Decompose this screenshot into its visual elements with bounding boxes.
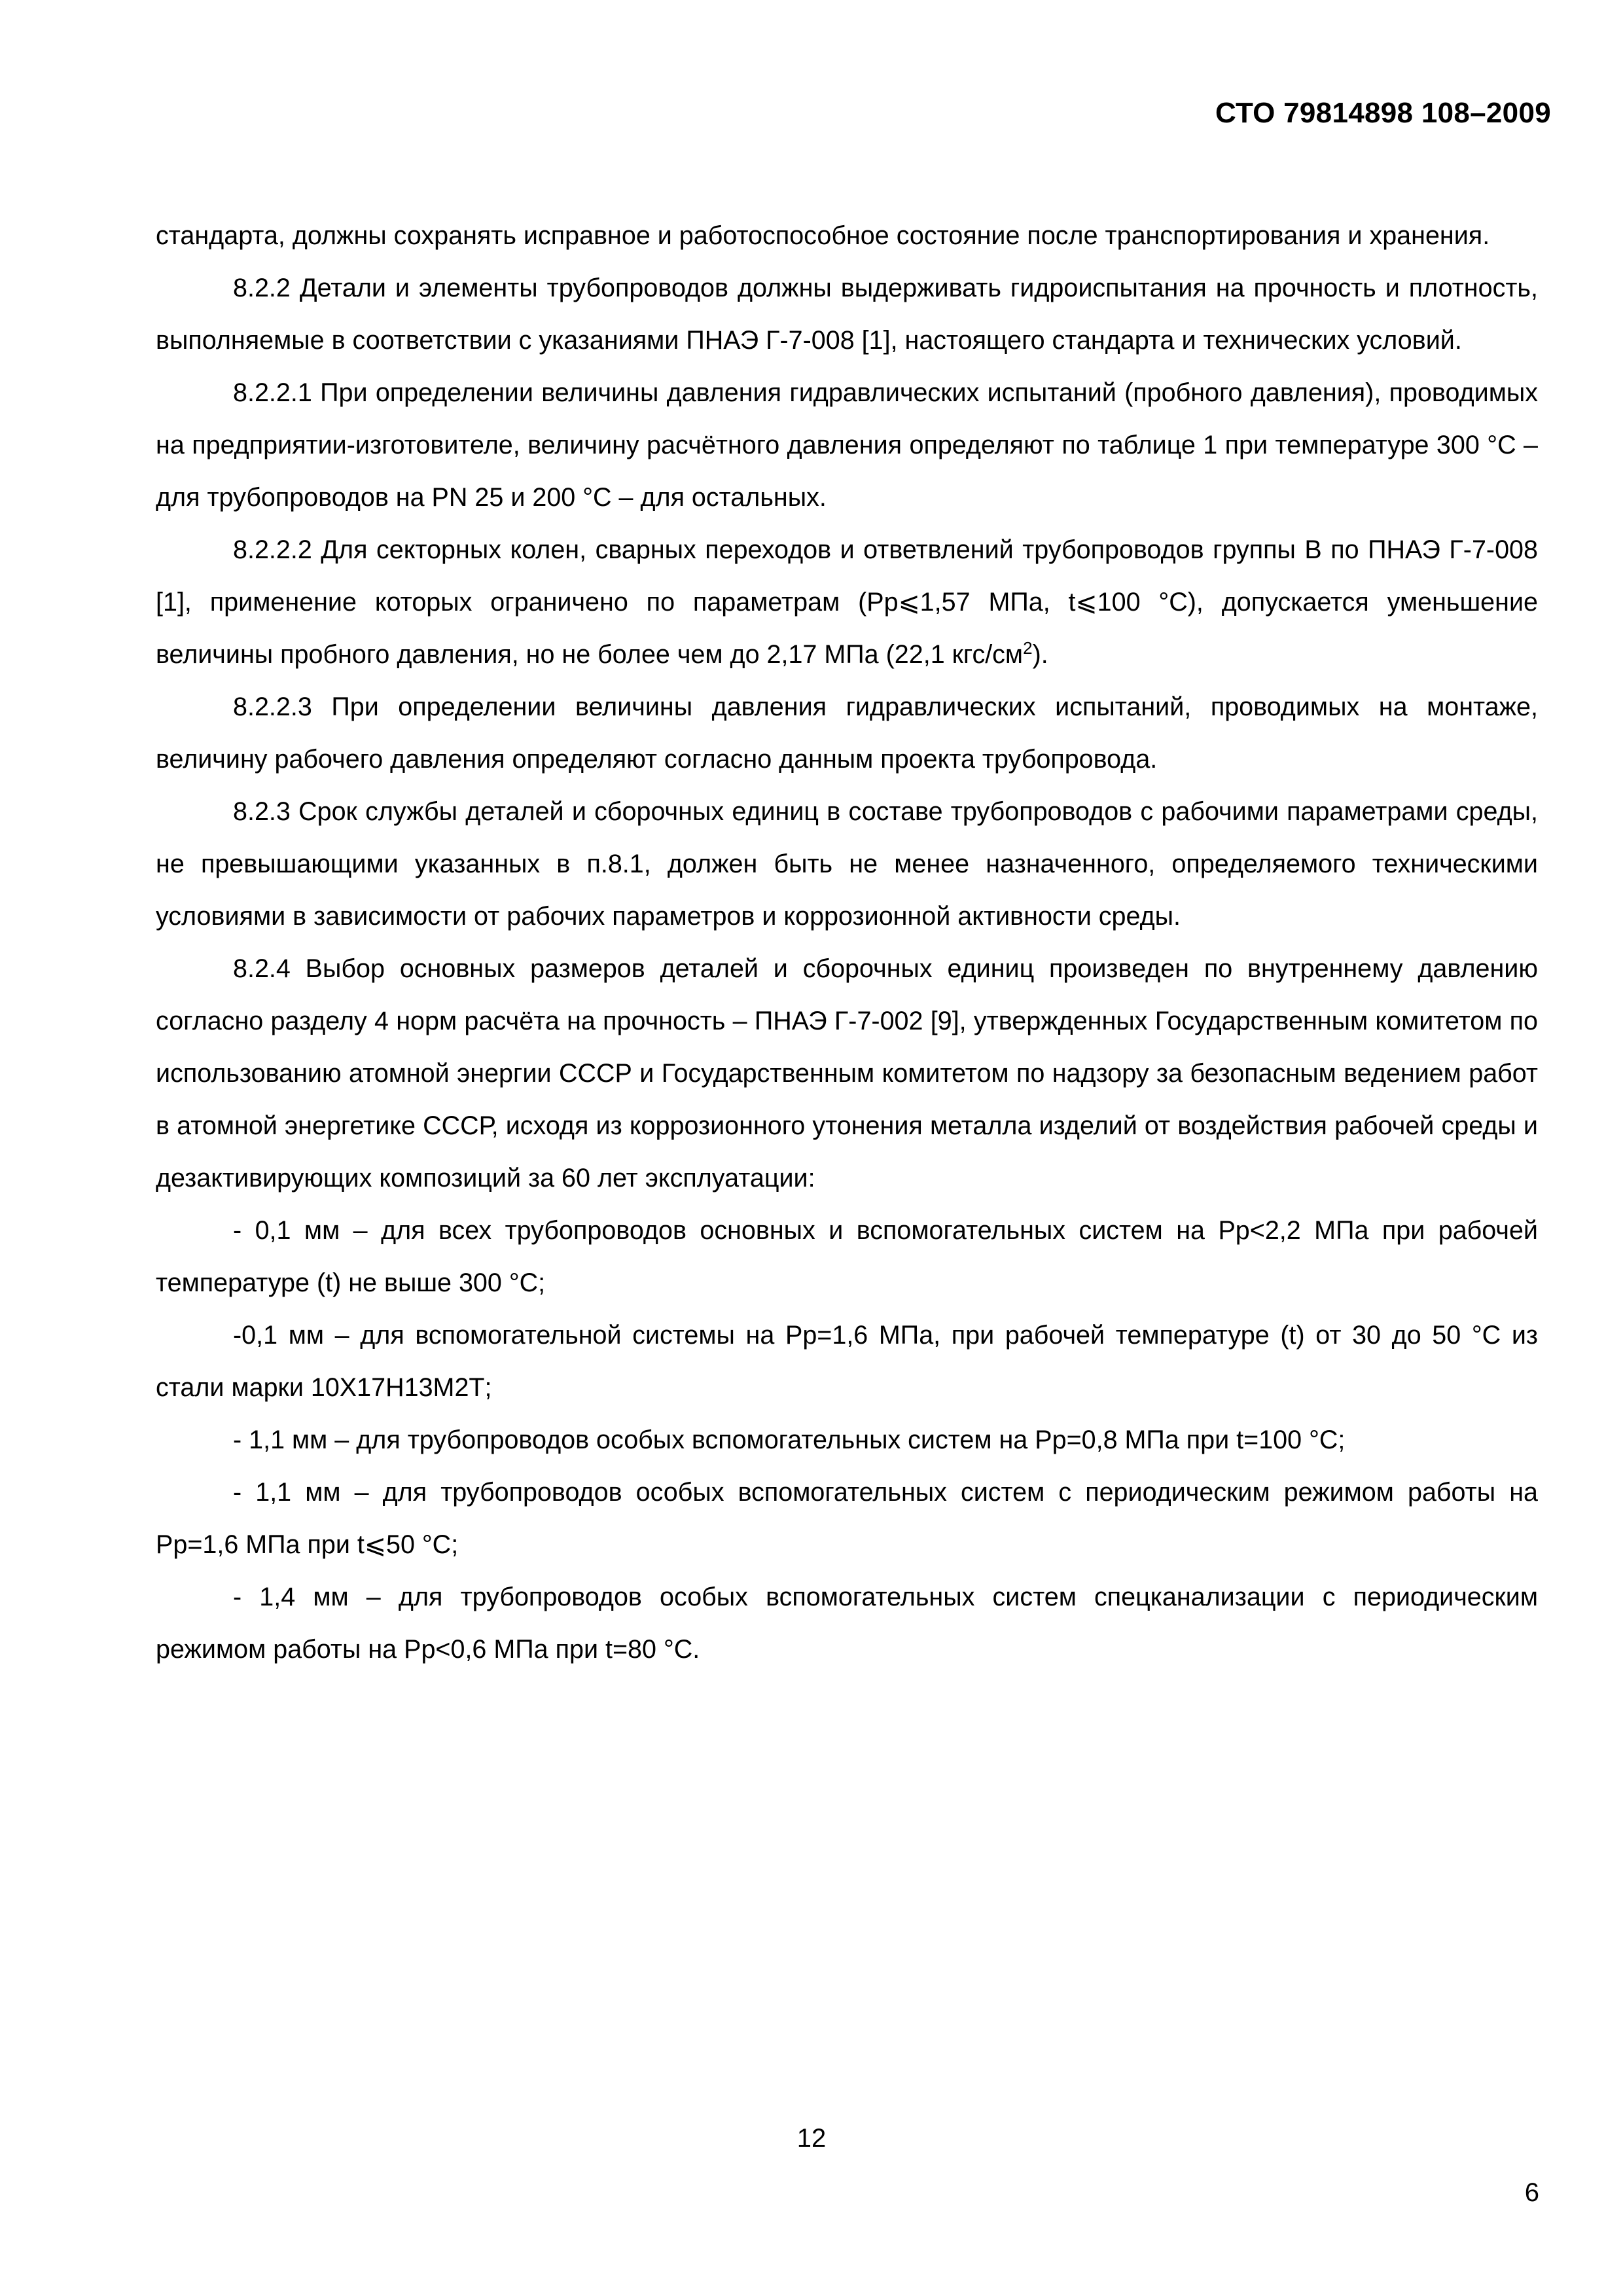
sheet-number: 6 <box>1524 2178 1539 2207</box>
list-item: - 0,1 мм – для всех трубопроводов основных и вспомогательных систем на Рр<2,2 МПа при рабочей температуре (t) не выше 300 °С; <box>156 1216 1538 1297</box>
paragraph-8-2-4: 8.2.4 Выбор основных размеров деталей и сборочных единиц произведен по внутреннему давлению согласно разделу 4 норм расчёта на прочность – ПНАЭ Г-7-002 [9], утвержденных Государственным комитетом по использованию атомной энергии СССР и Государственным комитетом по надзору за безопасным ведением работ в атомной энергетике СССР, исходя из коррозионного утонения металла изделий от воздействия рабочей среды и дезактивирующих композиций за 60 лет эксплуатации: <box>156 954 1538 1193</box>
list-item: - 1,1 мм – для трубопроводов особых вспомогательных систем на Рр=0,8 МПа при t=100 °С; <box>233 1426 1346 1454</box>
paragraph-8-2-2-1: 8.2.2.1 При определении величины давления гидравлических испытаний (пробного давления), проводимых на предприятии-изготовителе, величину расчётного давления определяют по таблице 1 при температуре 300 °С – для трубопроводов на PN 25 и 200 °С – для остальных. <box>156 378 1538 512</box>
list-item: -0,1 мм – для вспомогательной системы на Рр=1,6 МПа, при рабочей температуре (t) от 30 до 50 °С из стали марки 10Х17Н13М2Т; <box>156 1321 1538 1402</box>
paragraph-8-2-2: 8.2.2 Детали и элементы трубопроводов должны выдерживать гидроиспытания на прочность и плотность, выполняемые в соответствии с указаниями ПНАЭ Г-7-008 [1], настоящего стандарта и технических условий. <box>156 274 1538 355</box>
paragraph-8-2-2-3: 8.2.2.3 При определении величины давления гидравлических испытаний, проводимых на монтаже, величину рабочего давления определяют согласно данным проекта трубопровода. <box>156 692 1538 774</box>
list-item: - 1,4 мм – для трубопроводов особых вспомогательных систем спецканализации с периодическим режимом работы на Рр<0,6 МПа при t=80 °С. <box>156 1583 1538 1664</box>
paragraph-8-2-3: 8.2.3 Срок службы деталей и сборочных единиц в составе трубопроводов с рабочими параметрами среды, не превышающими указанных в п.8.1, должен быть не менее назначенного, определяемого техническими условиями в зависимости от рабочих параметров и коррозионной активности среды. <box>156 797 1538 931</box>
paragraph-continuation: стандарта, должны сохранять исправное и работоспособное состояние после транспортирования и хранения. <box>156 221 1490 250</box>
paragraph-8-2-2-2 <box>156 524 1538 681</box>
document-code: СТО 79814898 108–2009 <box>1215 97 1551 129</box>
page-number: 12 <box>796 2124 827 2153</box>
list-item: - 1,1 мм – для трубопроводов особых вспомогательных систем с периодическим режимом работы на Рр=1,6 МПа при t⩽50 °С; <box>156 1478 1538 1559</box>
superscript-two: 2 <box>1023 637 1033 658</box>
paragraph-8-2-2-2-tail: ). <box>1032 640 1048 669</box>
document-body <box>156 209 1538 1676</box>
paragraph-8-2-2-2-text: 8.2.2.2 Для секторных колен, сварных переходов и ответвлений трубопроводов группы В по ПНАЭ Г-7-008 [1], применение которых ограничено по параметрам (Рр⩽1,57 МПа, t⩽100 °С), допускается уменьшение величины пробного давления, но не более чем до 2,17 МПа (22,1 кгс/см <box>156 535 1538 669</box>
